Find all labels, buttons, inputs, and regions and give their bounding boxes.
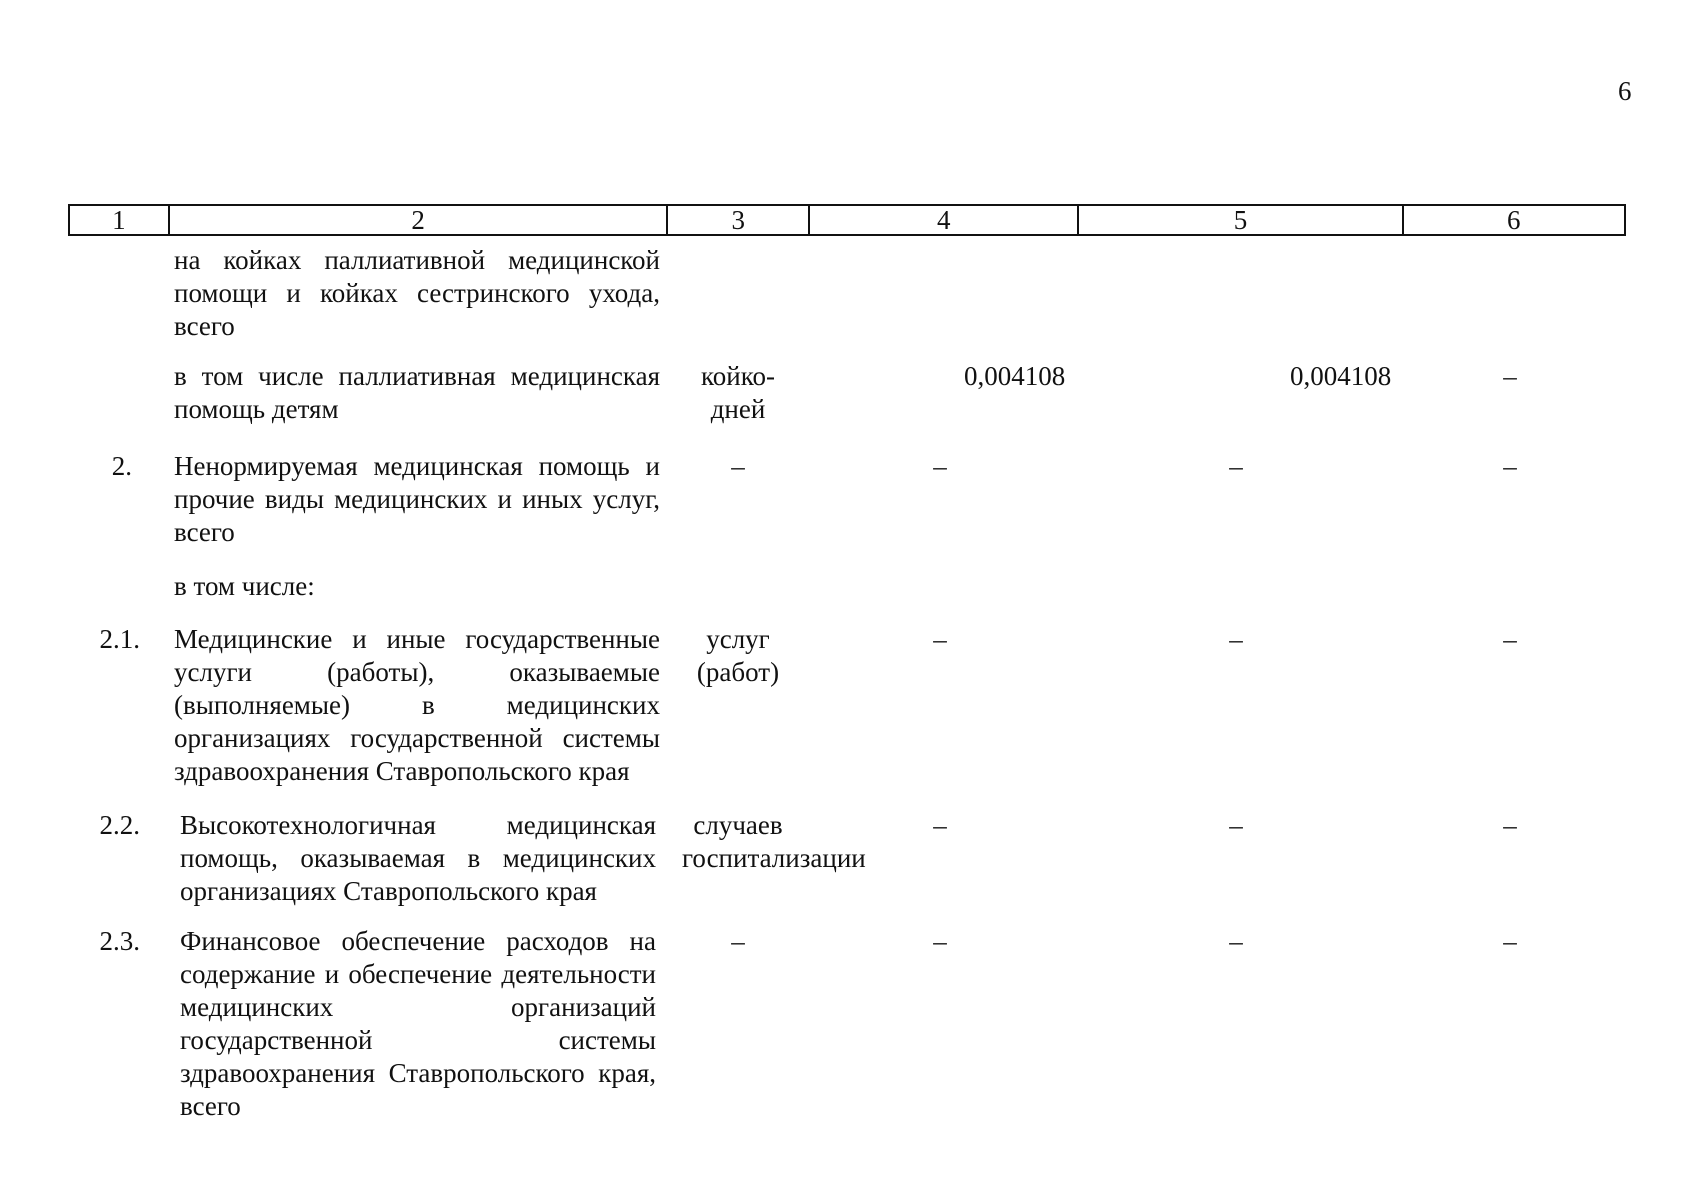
- row-number: 2.3.: [99, 926, 140, 956]
- header-col-4: 4: [810, 206, 1079, 234]
- header-col-1: 1: [70, 206, 170, 234]
- row-name: Высокотехнологичная медицинская помощь, оказываемая в медицинских организациях Ставропольского края: [180, 810, 656, 906]
- header-col-5: 5: [1079, 206, 1403, 234]
- row-number: 2.1.: [99, 624, 140, 654]
- row-value-col-5: –: [1229, 451, 1243, 481]
- header-col-3: 3: [668, 206, 810, 234]
- row-value-col-4: –: [933, 810, 947, 840]
- row-unit: случаев госпитализации: [682, 810, 866, 873]
- row-unit: –: [731, 451, 745, 481]
- page-number: 6: [1618, 76, 1632, 106]
- row-value-col-4: –: [933, 926, 947, 956]
- row-value-col-4: –: [933, 451, 947, 481]
- header-col-2: 2: [170, 206, 669, 234]
- row-value-col-5: –: [1229, 926, 1243, 956]
- row-value-col-6: –: [1503, 451, 1517, 481]
- row-unit: койко-дней: [701, 361, 775, 424]
- row-value-col-5: 0,004108: [1290, 361, 1392, 391]
- row-name: Медицинские и иные государственные услуги (работы), оказываемые (выполняемые) в медицинских организациях государственной системы здравоохранения Ставропольского края: [174, 624, 660, 786]
- row-name: на койках паллиативной медицинской помощи и койках сестринского ухода, всего: [174, 245, 660, 341]
- header-col-6: 6: [1507, 204, 1521, 235]
- row-number: 2.: [111, 451, 132, 481]
- row-value-col-4: 0,004108: [964, 361, 1066, 391]
- row-unit: –: [731, 926, 745, 956]
- row-value-col-6: –: [1503, 361, 1517, 391]
- row-value-col-5: –: [1229, 810, 1243, 840]
- row-name: Ненормируемая медицинская помощь и прочие виды медицинских и иных услуг, всего: [174, 451, 660, 547]
- table-header: [68, 204, 1626, 236]
- row-value-col-5: –: [1229, 624, 1243, 654]
- row-unit: услуг (работ): [696, 624, 780, 687]
- row-name: Финансовое обеспечение расходов на содержание и обеспечение деятельности медицинских организаций государственной системы здравоохранения Ставропольского края, всего: [180, 926, 656, 1121]
- row-name: в том числе паллиативная медицинская помощь детям: [174, 361, 660, 424]
- row-name: в том числе:: [174, 571, 315, 601]
- row-number: 2.2.: [99, 810, 140, 840]
- row-value-col-6: –: [1503, 624, 1517, 654]
- row-value-col-4: –: [933, 624, 947, 654]
- row-value-col-6: –: [1503, 810, 1517, 840]
- row-value-col-6: –: [1503, 926, 1517, 956]
